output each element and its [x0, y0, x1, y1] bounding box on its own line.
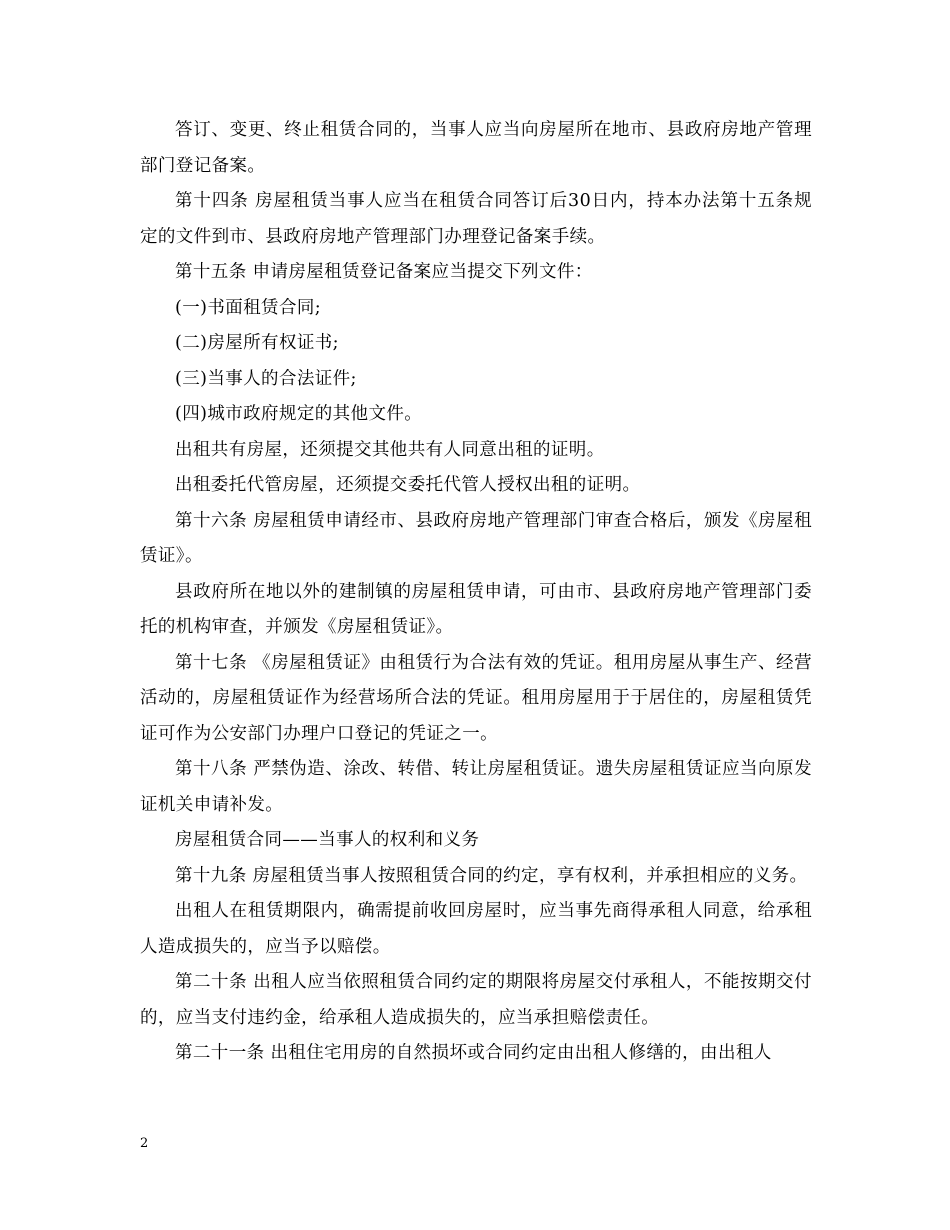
paragraph: 第二十一条 出租住宅用房的自然损坏或合同约定由出租人修缮的，由出租人: [175, 1043, 772, 1063]
paragraph: 县政府所在地以外的建制镇的房屋租赁申请，可由市、县政府房地产管理部门委托的机构审查，并颁发《房屋租赁证》。: [140, 581, 812, 637]
page-number: 2: [140, 1136, 149, 1151]
list-item: (三)当事人的合法证件;: [175, 368, 357, 389]
paragraph: 第十八条 严禁伪造、涂改、转借、转让房屋租赁证。遗失房屋租赁证应当向原发证机关申请补发。: [140, 759, 812, 815]
section-heading: 房屋租赁合同——当事人的权利和义务: [175, 830, 480, 850]
list-item: (一)书面租赁合同;: [175, 297, 322, 318]
paragraph: 出租人在租赁期限内，确需提前收回房屋时，应当事先商得承租人同意，给承租人造成损失的，应当予以赔偿。: [140, 901, 812, 957]
document-body: [140, 113, 812, 1072]
paragraph: 第十四条 房屋租赁当事人应当在租赁合同答订后30日内，持本办法第十五条规定的文件到市、县政府房地产管理部门办理登记备案手续。: [140, 191, 812, 247]
paragraph: 答订、变更、终止租赁合同的，当事人应当向房屋所在地市、县政府房地产管理部门登记备案。: [140, 120, 812, 176]
paragraph: 第二十条 出租人应当依照租赁合同约定的期限将房屋交付承租人，不能按期交付的，应当支付违约金，给承租人造成损失的，应当承担赔偿责任。: [140, 972, 812, 1028]
paragraph: 第十五条 申请房屋租赁登记备案应当提交下列文件：: [175, 262, 593, 282]
paragraph: 出租委托代管房屋，还须提交委托代管人授权出租的证明。: [175, 475, 641, 495]
list-item: (二)房屋所有权证书;: [175, 333, 339, 353]
paragraph: 第十九条 房屋租赁当事人按照租赁合同的约定，享有权利，并承担相应的义务。: [175, 865, 808, 886]
paragraph: 第十六条 房屋租赁申请经市、县政府房地产管理部门审查合格后，颁发《房屋租赁证》。: [140, 510, 812, 566]
paragraph: 第十七条 《房屋租赁证》由租赁行为合法有效的凭证。租用房屋从事生产、经营活动的，房屋租赁证作为经营场所合法的凭证。租用房屋用于于居住的，房屋租赁凭证可作为公安部门办理户口登记的凭证之一。: [140, 652, 812, 744]
paragraph: 出租共有房屋，还须提交其他共有人同意出租的证明。: [175, 439, 605, 460]
list-item: (四)城市政府规定的其他文件。: [175, 404, 423, 424]
